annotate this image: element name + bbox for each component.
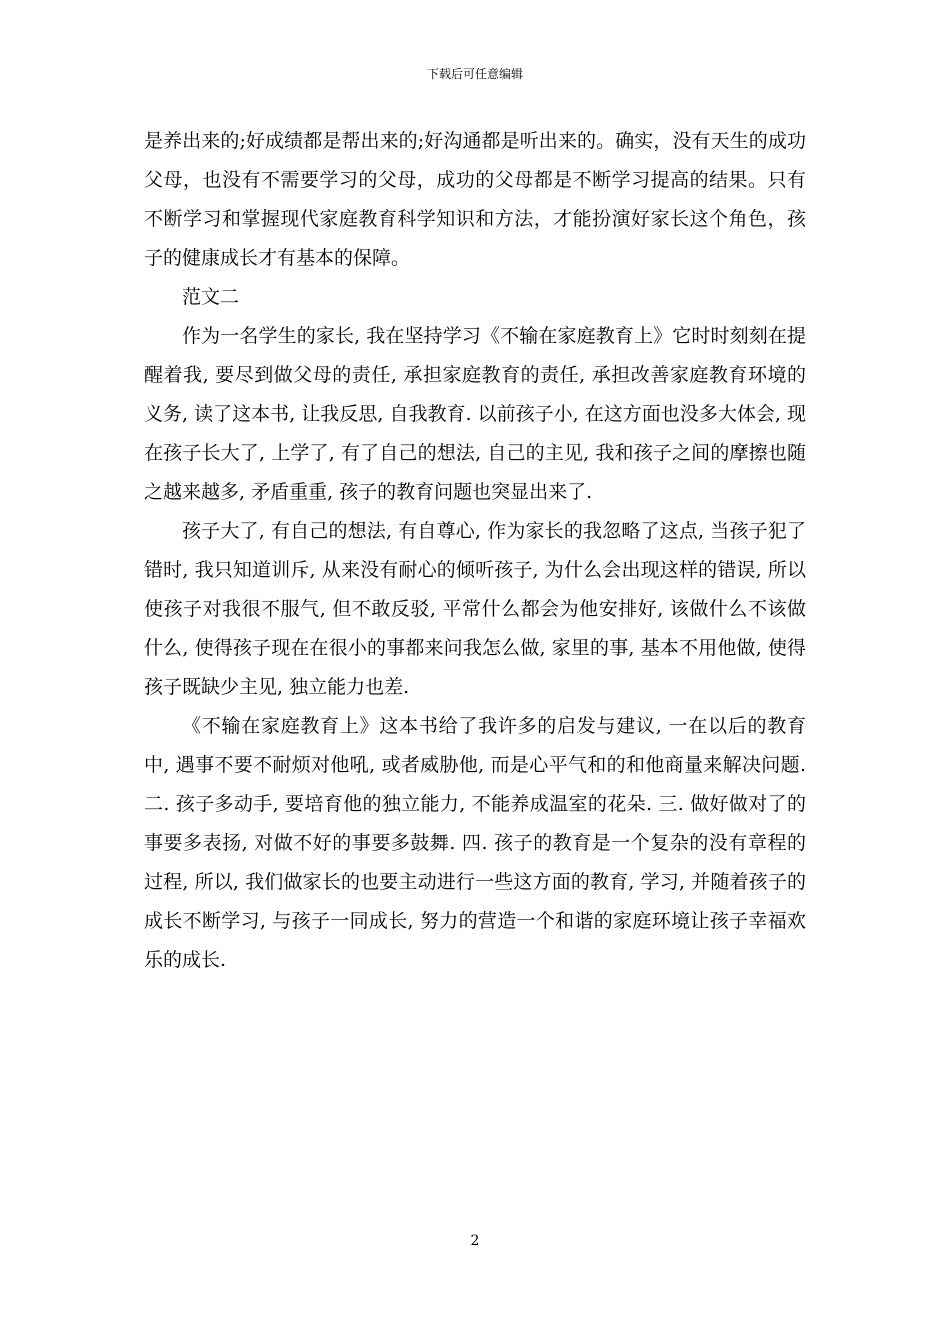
document-body (144, 122, 806, 980)
body-paragraph: 《不输在家庭教育上》这本书给了我许多的启发与建议, 一在以后的教育中, 遇事不要不耐烦对他吼, 或者威胁他, 而是心平气和的和他商量来解决问题. 二. 孩子多动手, 要培育他的独立能力, 不能养成温室的花朵. 三. 做好做对了的事要多表扬, 对做不好的事要多鼓舞. 四. 孩子的教育是一个复杂的没有章程的过程, 所以, 我们做家长的也要主动进行一些这方面的教育, 学习, 并随着孩子的成长不断学习, 与孩子一同成长, 努力的营造一个和谐的家庭环境让孩子幸福欢乐的成长. (144, 715, 806, 971)
section-heading: 范文二 (182, 286, 240, 308)
page-header: 下载后可任意编辑 (426, 67, 523, 81)
page-number: 2 (470, 1233, 480, 1249)
body-paragraph: 孩子大了, 有自己的想法, 有自尊心, 作为家长的我忽略了这点, 当孩子犯了错时, 我只知道训斥, 从来没有耐心的倾听孩子, 为什么会出现这样的错误, 所以使孩子对我很不服气, 但不敢反驳, 平常什么都会为他安排好, 该做什么不该做什么, 使得孩子现在在很小的事都来问我怎么做, 家里的事, 基本不用他做, 使得孩子既缺少主见, 独立能力也差. (144, 520, 806, 698)
body-paragraph: 是养出来的;好成绩都是帮出来的;好沟通都是听出来的。确实，没有天生的成功父母，也没有不需要学习的父母，成功的父母都是不断学习提高的结果。只有不断学习和掌握现代家庭教育科学知识和方法，才能扮演好家长这个角色，孩子的健康成长才有基本的保障。 (144, 130, 806, 269)
body-paragraph: 作为一名学生的家长, 我在坚持学习《不输在家庭教育上》它时时刻刻在提醒着我, 要尽到做父母的责任, 承担家庭教育的责任, 承担改善家庭教育环境的义务, 读了这本书, 让我反思, 自我教育. 以前孩子小, 在这方面也没多大体会, 现在孩子长大了, 上学了, 有了自己的想法, 自己的主见, 我和孩子之间的摩擦也随之越来越多, 矛盾重重, 孩子的教育问题也突显出来了. (144, 325, 806, 503)
